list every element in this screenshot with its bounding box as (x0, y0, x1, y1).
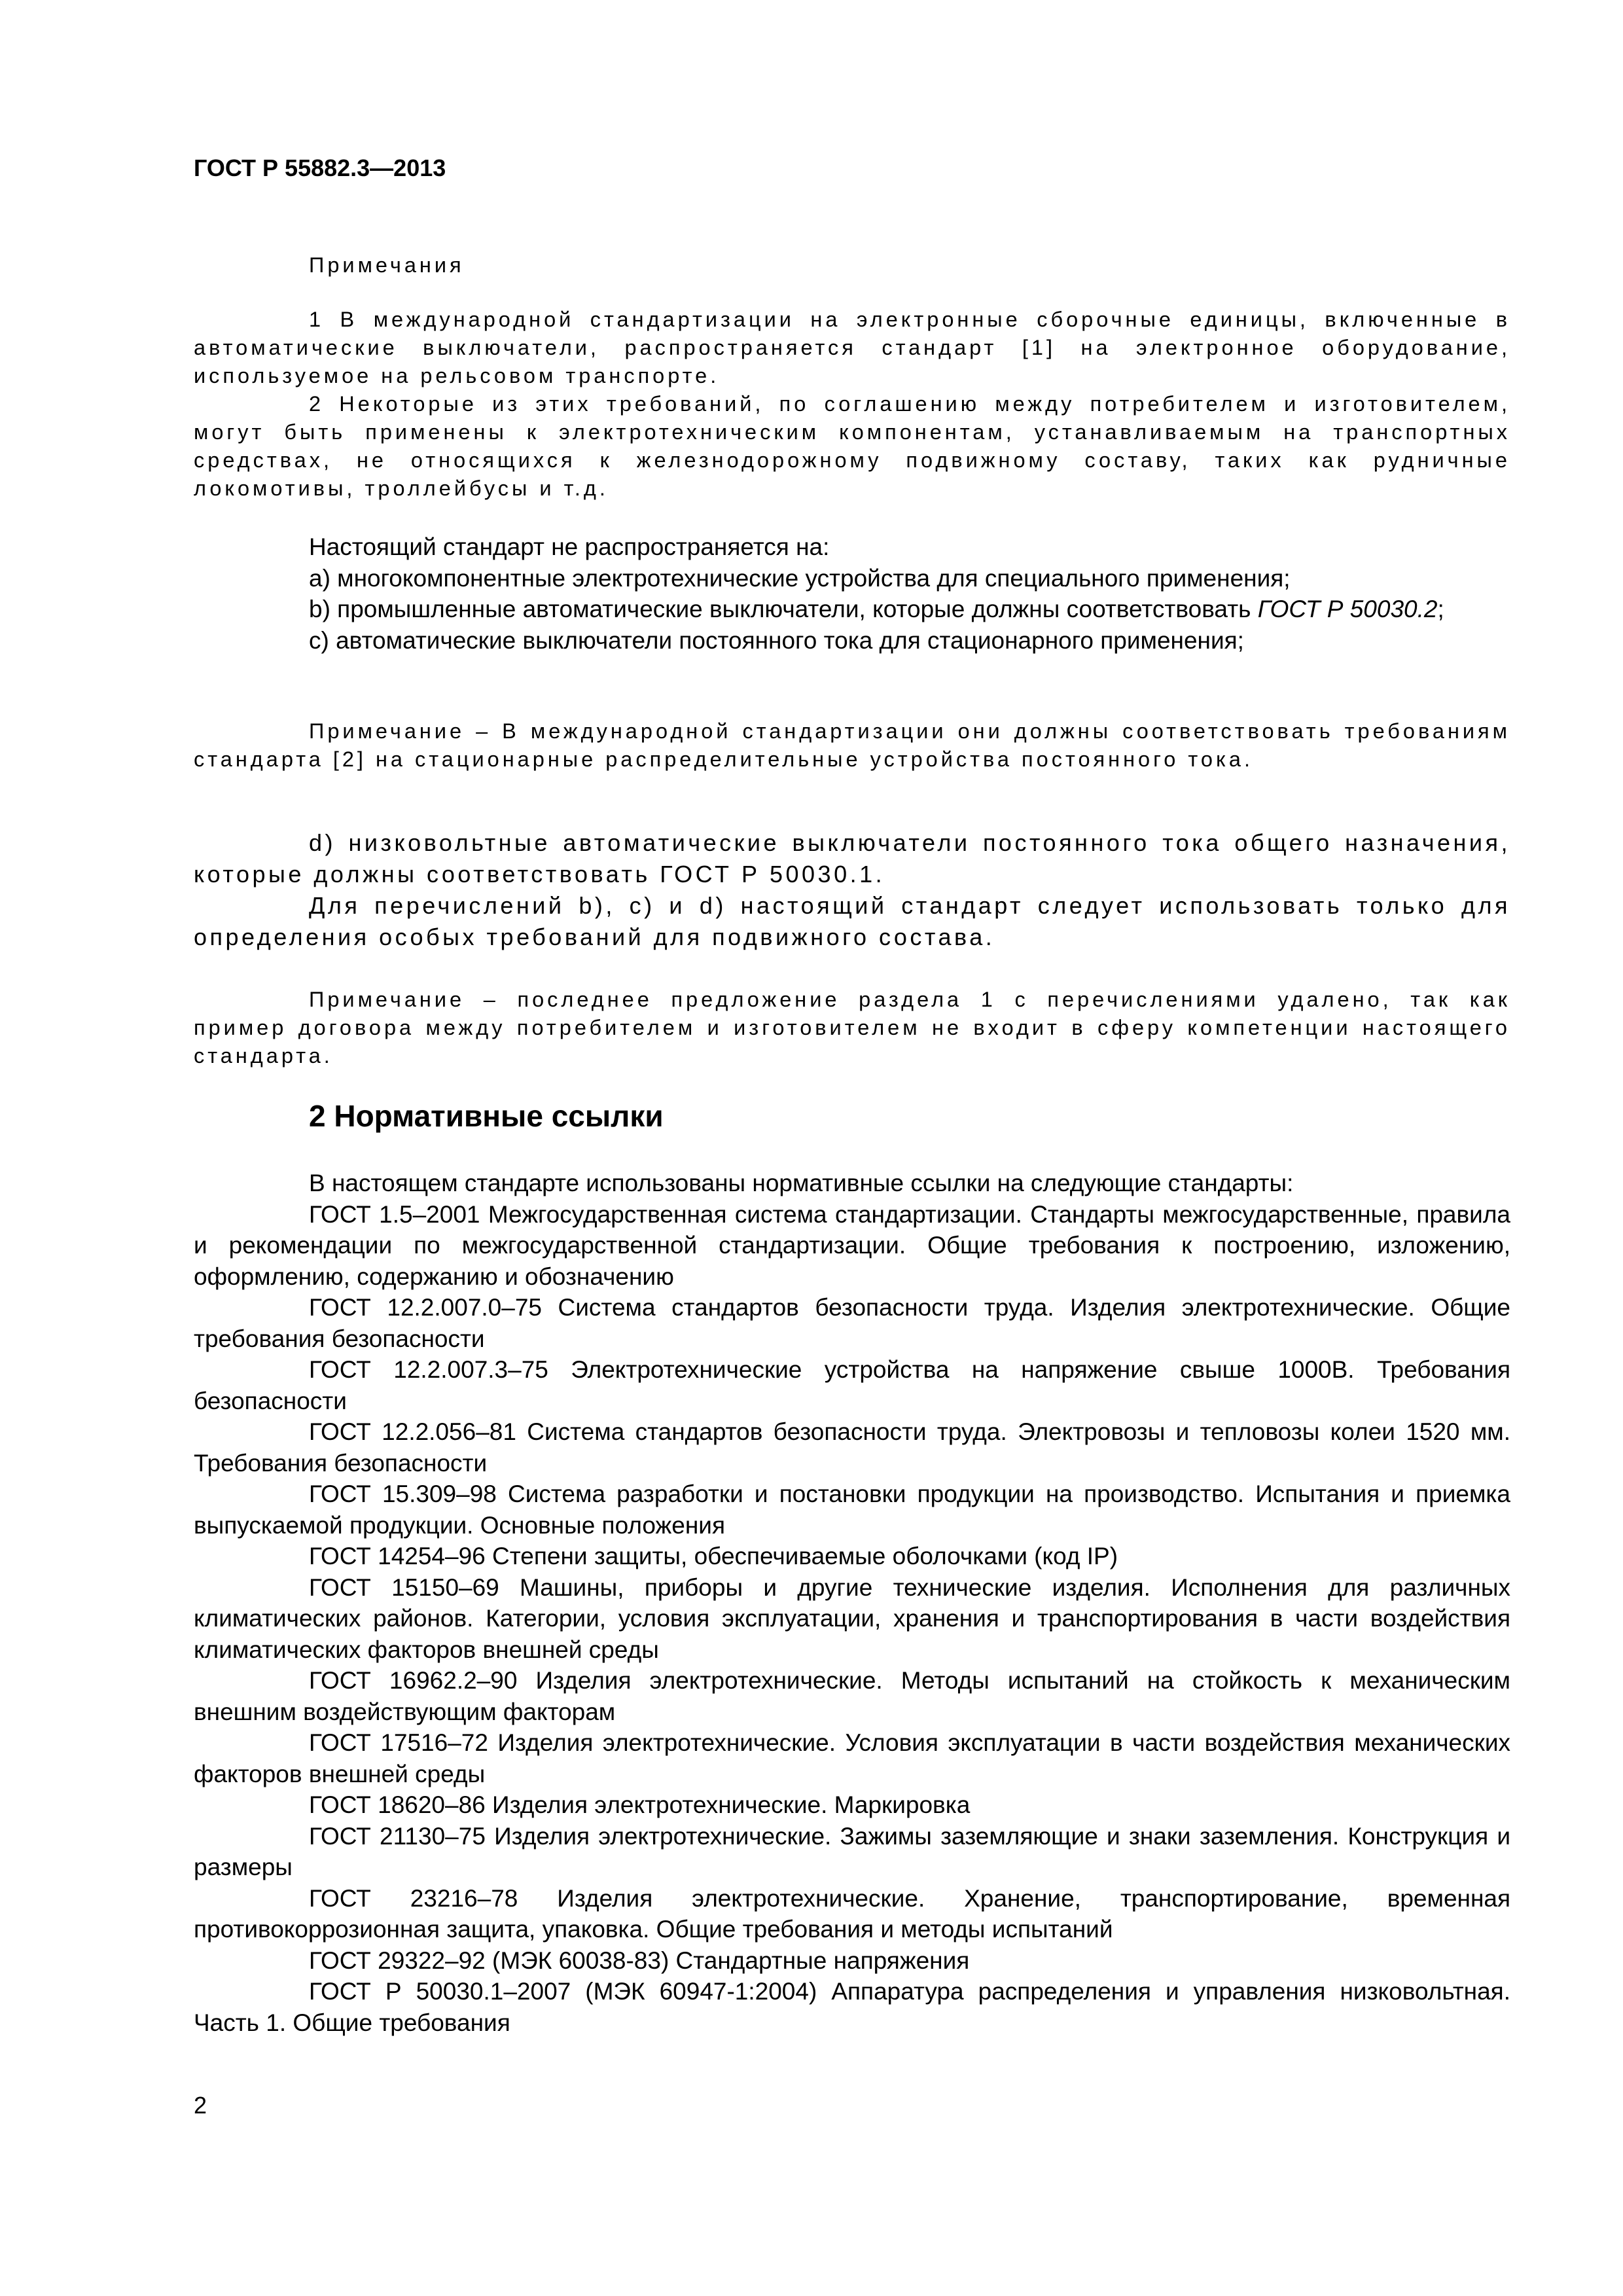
scope-item-b-end: ; (1437, 596, 1444, 622)
scope-usage: Для перечислений b), c) и d) настоящий стандарт следует использовать только для определения особых требований для подвижного состава. (194, 892, 1510, 950)
scope-item-d: d) низковольтные автоматические выключатели постоянного тока общего назначения, которые должны соответствовать ГОСТ Р 50030.1. (194, 829, 1510, 888)
note-3-block (194, 986, 1510, 1070)
scope-item-c: с) автоматические выключатели постоянного тока для стационарного применения; (309, 626, 1244, 654)
scope-d-block (194, 827, 1510, 953)
scope-item-b-text: b) промышленные автоматические выключатели, которые должны соответствовать (309, 596, 1258, 622)
reference-item: ГОСТ 12.2.056–81 Система стандартов безопасности труда. Электровозы и тепловозы колеи 1520 мм. Требования безопасности (194, 1418, 1510, 1477)
normative-references (194, 1168, 1510, 2038)
section-2 (194, 1098, 1510, 1134)
scope-item-a: а) многокомпонентные электротехнические устройства для специального применения; (309, 564, 1291, 592)
note-2-block (194, 717, 1510, 774)
reference-item: ГОСТ 15150–69 Машины, приборы и другие технические изделия. Исполнения для различных климатических районов. Категории, условия эксплуатации, хранения и транспортирования в части воздействия климатических факторов внешней среды (194, 1573, 1510, 1663)
scope-intro: Настоящий стандарт не распространяется на: (309, 533, 830, 560)
reference-item: ГОСТ 29322–92 (МЭК 60038-83) Стандартные напряжения (309, 1946, 970, 1974)
document-header: ГОСТ Р 55882.3—2013 (194, 154, 446, 181)
reference-item: ГОСТ 23216–78 Изделия электротехнические. Хранение, транспортирование, временная противокоррозионная защита, упаковка. Общие требования и методы испытаний (194, 1884, 1510, 1943)
reference-item: ГОСТ 12.2.007.3–75 Электротехнические устройства на напряжение свыше 1000В. Требования безопасности (194, 1356, 1510, 1414)
reference-item: ГОСТ Р 50030.1–2007 (МЭК 60947-1:2004) Аппаратура распределения и управления низковольтная. Часть 1. Общие требования (194, 1978, 1510, 2036)
note-3: Примечание – последнее предложение раздела 1 с перечислениями удалено, так как пример договора между потребителем и изготовителем не входит в сферу компетенции настоящего стандарта. (194, 988, 1510, 1067)
note-2: Примечание – В международной стандартизации они должны соответствовать требованиям стандарта [2] на стационарные распределительные устройства постоянного тока. (194, 719, 1510, 771)
reference-item: ГОСТ 14254–96 Степени защиты, обеспечиваемые оболочками (код IP) (309, 1543, 1118, 1570)
reference-item: ГОСТ 18620–86 Изделия электротехнические. Маркировка (309, 1791, 971, 1818)
scope-block (194, 531, 1510, 656)
reference-item: ГОСТ 21130–75 Изделия электротехнические. Зажимы заземляющие и знаки заземления. Конструкция и размеры (194, 1822, 1510, 1880)
document-page (194, 0, 1510, 2296)
notes-block (194, 251, 1510, 503)
reference-item: ГОСТ 12.2.007.0–75 Система стандартов безопасности труда. Изделия электротехнические. Общие требования безопасности (194, 1294, 1510, 1352)
reference-item: ГОСТ 15.309–98 Система разработки и постановки продукции на производство. Испытания и приемка выпускаемой продукции. Основные положения (194, 1480, 1510, 1539)
references-intro: В настоящем стандарте использованы нормативные ссылки на следующие стандарты: (309, 1170, 1294, 1196)
notes-heading: Примечания (309, 253, 465, 277)
note-item-2: 2 Некоторые из этих требований, по соглашению между потребителем и изготовителем, могут быть применены к электротехническим компонентам, устанавливаемым на транспортных средствах, не относящихся к железнодорожному подвижному составу, таких как рудничные локомотивы, троллейбусы и т.д. (194, 392, 1510, 500)
reference-item: ГОСТ 1.5–2001 Межгосударственная система стандартизации. Стандарты межгосударственные, правила и рекомендации по межгосударственной стандартизации. Общие требования к построению, изложению, оформлению, содержанию и обозначению (194, 1200, 1510, 1290)
page-number: 2 (194, 2092, 207, 2119)
reference-item: ГОСТ 16962.2–90 Изделия электротехнические. Методы испытаний на стойкость к механическим внешним воздействующим факторам (194, 1667, 1510, 1725)
scope-item-b (194, 594, 1510, 625)
scope-item-b-ref: ГОСТ Р 50030.2 (1257, 596, 1438, 622)
section-2-title: 2 Нормативные ссылки (309, 1099, 664, 1133)
note-item-1: 1 В международной стандартизации на электронные сборочные единицы, включенные в автоматические выключатели, распространяется стандарт [1] на электронное оборудование, используемое на рельсовом транспорте. (194, 308, 1510, 387)
reference-item: ГОСТ 17516–72 Изделия электротехнические. Условия эксплуатации в части воздействия механических факторов внешней среды (194, 1729, 1510, 1787)
